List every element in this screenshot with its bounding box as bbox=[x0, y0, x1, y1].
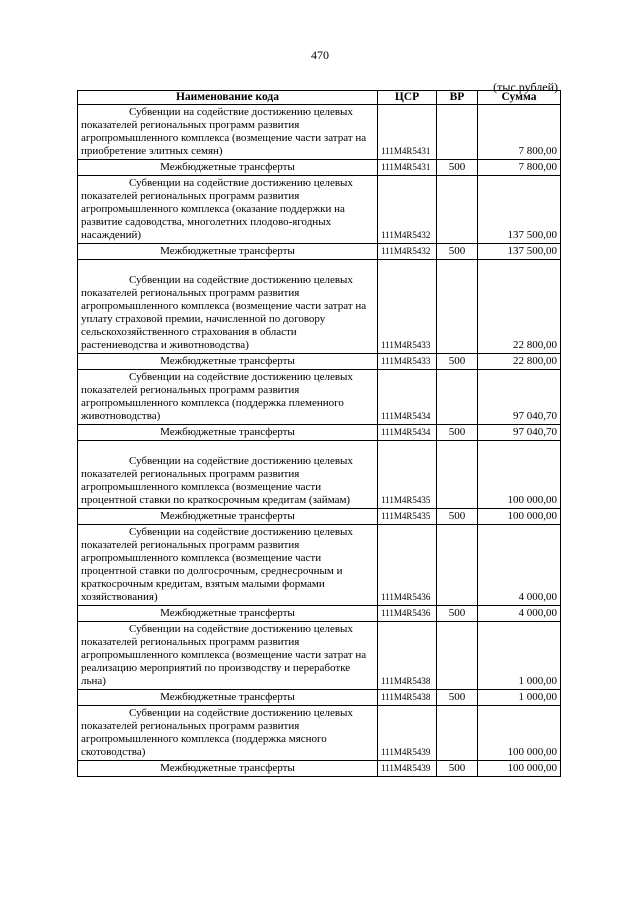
cell-vr: 500 bbox=[437, 761, 478, 777]
cell-vr bbox=[437, 706, 478, 761]
cell-csr: 111M4R5433 bbox=[378, 260, 437, 354]
cell-name bbox=[78, 622, 378, 690]
cell-csr: 111M4R5434 bbox=[378, 425, 437, 441]
cell-vr: 500 bbox=[437, 425, 478, 441]
cell-vr bbox=[437, 441, 478, 509]
cell-name bbox=[78, 525, 378, 606]
table-row-item bbox=[78, 260, 561, 354]
table-row-item bbox=[78, 622, 561, 690]
header-csr: ЦСР bbox=[378, 91, 437, 105]
table-row-item bbox=[78, 370, 561, 425]
cell-name-text: Межбюджетные трансферты bbox=[160, 510, 295, 522]
cell-name bbox=[78, 244, 378, 260]
table-row-transfer bbox=[78, 425, 561, 441]
cell-vr bbox=[437, 622, 478, 690]
cell-name bbox=[78, 105, 378, 160]
cell-name-text: Межбюджетные трансферты bbox=[160, 355, 295, 367]
cell-vr bbox=[437, 260, 478, 354]
units-note: (тыс.рублей) bbox=[493, 80, 558, 94]
table-row-transfer bbox=[78, 160, 561, 176]
cell-csr: 111M4R5439 bbox=[378, 706, 437, 761]
cell-csr: 111M4R5438 bbox=[378, 622, 437, 690]
cell-sum: 97 040,70 bbox=[478, 370, 561, 425]
cell-sum: 1 000,00 bbox=[478, 622, 561, 690]
cell-vr: 500 bbox=[437, 244, 478, 260]
cell-csr: 111M4R5434 bbox=[378, 370, 437, 425]
cell-sum: 137 500,00 bbox=[478, 244, 561, 260]
cell-name-text: Субвенции на содействие достижению целевых показателей региональных программ развития агропромышленного комплекса (поддержка мясного скотоводства) bbox=[81, 707, 353, 758]
cell-vr: 500 bbox=[437, 160, 478, 176]
page-number: 470 bbox=[311, 48, 329, 62]
cell-name bbox=[78, 260, 378, 354]
table-body bbox=[78, 105, 561, 777]
cell-vr bbox=[437, 525, 478, 606]
table-row-transfer bbox=[78, 690, 561, 706]
table-row-item bbox=[78, 441, 561, 509]
cell-csr: 111M4R5438 bbox=[378, 690, 437, 706]
cell-csr: 111M4R5436 bbox=[378, 606, 437, 622]
table-row-transfer bbox=[78, 509, 561, 525]
cell-name-text: Межбюджетные трансферты bbox=[160, 691, 295, 703]
cell-name-text: Субвенции на содействие достижению целевых показателей региональных программ развития агропромышленного комплекса (возмещение части процентной ставки по краткосрочным кредитам (займам) bbox=[81, 455, 353, 506]
cell-name bbox=[78, 160, 378, 176]
cell-csr: 111M4R5431 bbox=[378, 160, 437, 176]
cell-csr: 111M4R5431 bbox=[378, 105, 437, 160]
cell-sum: 7 800,00 bbox=[478, 160, 561, 176]
cell-sum: 100 000,00 bbox=[478, 761, 561, 777]
cell-vr: 500 bbox=[437, 606, 478, 622]
cell-sum: 4 000,00 bbox=[478, 525, 561, 606]
cell-csr: 111M4R5439 bbox=[378, 761, 437, 777]
cell-vr: 500 bbox=[437, 354, 478, 370]
cell-vr bbox=[437, 105, 478, 160]
cell-name bbox=[78, 761, 378, 777]
cell-name bbox=[78, 606, 378, 622]
table-header-row bbox=[78, 91, 561, 105]
budget-table bbox=[77, 90, 561, 777]
cell-name-text: Субвенции на содействие достижению целевых показателей региональных программ развития агропромышленного комплекса (возмещение части процентной ставки по долгосрочным, среднесрочным и краткосрочным кредитам, взятым малыми формами хозяйствования) bbox=[81, 526, 353, 603]
cell-sum: 22 800,00 bbox=[478, 354, 561, 370]
cell-name-text: Субвенции на содействие достижению целевых показателей региональных программ развития агропромышленного комплекса (оказание поддержки на развитие садоводства, многолетних плодово-ягодных насаждений) bbox=[81, 177, 353, 241]
cell-sum: 100 000,00 bbox=[478, 706, 561, 761]
cell-name bbox=[78, 509, 378, 525]
table-row-item bbox=[78, 706, 561, 761]
cell-vr bbox=[437, 176, 478, 244]
table-row-item bbox=[78, 176, 561, 244]
cell-name-text: Субвенции на содействие достижению целевых показателей региональных программ развития агропромышленного комплекса (возмещение части затрат на реализацию мероприятий по производству и переработке льна) bbox=[81, 623, 367, 687]
table-row-transfer bbox=[78, 606, 561, 622]
cell-name bbox=[78, 370, 378, 425]
cell-name-text: Межбюджетные трансферты bbox=[160, 161, 295, 173]
table-row-transfer bbox=[78, 354, 561, 370]
cell-csr: 111M4R5433 bbox=[378, 354, 437, 370]
table-row-item bbox=[78, 105, 561, 160]
table-row-transfer bbox=[78, 244, 561, 260]
cell-name bbox=[78, 176, 378, 244]
cell-name bbox=[78, 706, 378, 761]
cell-name bbox=[78, 354, 378, 370]
cell-name-text: Межбюджетные трансферты bbox=[160, 426, 295, 438]
cell-vr: 500 bbox=[437, 509, 478, 525]
cell-name bbox=[78, 690, 378, 706]
cell-sum: 100 000,00 bbox=[478, 509, 561, 525]
cell-vr: 500 bbox=[437, 690, 478, 706]
cell-sum: 97 040,70 bbox=[478, 425, 561, 441]
header-vr: ВР bbox=[437, 91, 478, 105]
cell-name bbox=[78, 425, 378, 441]
cell-csr: 111M4R5432 bbox=[378, 244, 437, 260]
header-name: Наименование кода bbox=[78, 91, 378, 105]
cell-csr: 111M4R5436 bbox=[378, 525, 437, 606]
cell-name-text: Субвенции на содействие достижению целевых показателей региональных программ развития агропромышленного комплекса (возмещение части затрат на приобретение элитных семян) bbox=[81, 106, 367, 157]
table-row-transfer bbox=[78, 761, 561, 777]
cell-name-text: Межбюджетные трансферты bbox=[160, 762, 295, 774]
cell-name-text: Межбюджетные трансферты bbox=[160, 245, 295, 257]
cell-name bbox=[78, 441, 378, 509]
cell-csr: 111M4R5432 bbox=[378, 176, 437, 244]
cell-sum: 100 000,00 bbox=[478, 441, 561, 509]
header-sum: Сумма bbox=[478, 91, 561, 105]
cell-vr bbox=[437, 370, 478, 425]
table-row-item bbox=[78, 525, 561, 606]
cell-csr: 111M4R5435 bbox=[378, 509, 437, 525]
cell-sum: 7 800,00 bbox=[478, 105, 561, 160]
cell-sum: 22 800,00 bbox=[478, 260, 561, 354]
cell-sum: 137 500,00 bbox=[478, 176, 561, 244]
cell-name-text: Субвенции на содействие достижению целевых показателей региональных программ развития агропромышленного комплекса (возмещение части затрат на уплату страховой премии, начисленной по договору сельскохозяйственного страхования в области растениеводства и животноводства) bbox=[81, 274, 367, 351]
cell-sum: 4 000,00 bbox=[478, 606, 561, 622]
cell-name-text: Субвенции на содействие достижению целевых показателей региональных программ развития агропромышленного комплекса (поддержка племенного животноводства) bbox=[81, 371, 353, 422]
cell-sum: 1 000,00 bbox=[478, 690, 561, 706]
cell-name-text: Межбюджетные трансферты bbox=[160, 607, 295, 619]
cell-csr: 111M4R5435 bbox=[378, 441, 437, 509]
